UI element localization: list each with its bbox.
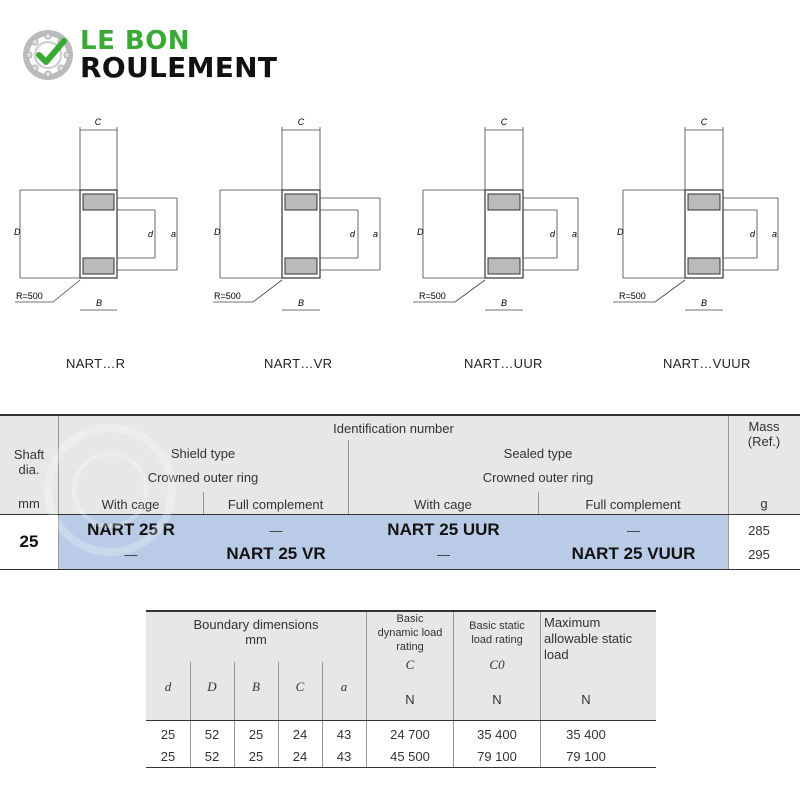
label-a: a (772, 229, 778, 239)
label-B: B (298, 298, 305, 308)
caption-nart-r: NART…R (66, 356, 126, 371)
nart-25-vr: NART 25 VR (226, 544, 326, 563)
label-a: a (572, 229, 578, 239)
unit-N-3: N (581, 691, 591, 707)
with-cage-2: With cage (414, 496, 472, 512)
shaft-header: Shaft dia. (13, 447, 45, 477)
label-C: C (297, 117, 305, 127)
dim-cell-stat: 35 400 (477, 726, 517, 742)
dim-cell-B: 25 (248, 726, 264, 742)
dash: — (269, 522, 283, 538)
label-C: C (94, 117, 102, 127)
label-d: d (350, 229, 356, 239)
dim-cell-max: 35 400 (566, 726, 606, 742)
dim-cell-max: 79 100 (566, 748, 606, 764)
unit-N-2: N (492, 691, 502, 707)
label-C: C (700, 117, 708, 127)
label-D: D (214, 227, 221, 237)
dim-cell-B: 25 (248, 748, 264, 764)
boundary-header: Boundary dimensions mm (193, 617, 319, 647)
dim-cell-dyn: 45 500 (390, 748, 430, 764)
dim-cell-stat: 79 100 (477, 748, 517, 764)
static-load-header: Basic static load rating (469, 619, 525, 646)
caption-nart-uur: NART…UUR (464, 356, 543, 371)
brand-logo (22, 28, 277, 82)
shield-type-header: Shield type (170, 445, 236, 461)
brand-line2: ROULEMENT (80, 51, 278, 84)
label-D: D (417, 227, 424, 237)
label-d: d (550, 229, 556, 239)
dim-cell-C: 24 (292, 726, 308, 742)
dim-cell-d: 25 (160, 726, 176, 742)
dash: — (437, 546, 450, 562)
brand-line1: LE BON (80, 26, 191, 56)
col-D: D (207, 679, 217, 694)
caption-nart-vuur: NART…VUUR (663, 356, 751, 371)
dim-cell-d: 25 (160, 748, 176, 764)
shaft-value: 25 (19, 532, 39, 551)
dim-cell-C: 24 (292, 748, 308, 764)
mass-value-2: 295 (748, 546, 770, 562)
dim-cell-a: 43 (336, 726, 352, 742)
label-d: d (750, 229, 756, 239)
col-d: d (164, 679, 172, 694)
max-static-load-header: Maximum allowable static load (544, 614, 633, 663)
label-R: R=500 (419, 291, 446, 301)
full-complement-1: Full complement (227, 496, 324, 512)
symbol-C0: C0 (489, 657, 505, 672)
identification-table (0, 414, 800, 570)
dim-cell-D: 52 (204, 748, 220, 764)
nart-25-r: NART 25 R (87, 520, 175, 539)
mass-unit: g (760, 495, 768, 511)
caption-nart-vr: NART…VR (264, 356, 333, 371)
dash: — (124, 546, 138, 562)
shaft-unit: mm (18, 495, 40, 511)
label-a: a (171, 229, 177, 239)
label-B: B (701, 298, 708, 308)
drawing-nart-vr (205, 115, 395, 325)
dimensions-table (146, 610, 656, 768)
dash: — (627, 522, 640, 538)
label-R: R=500 (16, 291, 43, 301)
label-R: R=500 (619, 291, 646, 301)
dim-cell-a: 43 (336, 748, 352, 764)
mass-header: Mass (Ref.) (747, 419, 781, 449)
nart-25-uur: NART 25 UUR (387, 520, 500, 539)
crowned-outer-ring-1: Crowned outer ring (147, 469, 259, 485)
col-C: C (295, 679, 305, 694)
crowned-outer-ring-2: Crowned outer ring (482, 469, 594, 485)
label-d: d (148, 229, 154, 239)
bearing-check-icon (22, 29, 74, 81)
sealed-type-header: Sealed type (503, 445, 573, 461)
with-cage-1: With cage (101, 496, 160, 512)
drawing-nart-r (5, 115, 195, 325)
symbol-C: C (405, 657, 415, 672)
label-D: D (617, 227, 624, 237)
drawing-nart-uur (405, 115, 595, 325)
mass-value-1: 285 (748, 522, 770, 538)
nart-25-vuur: NART 25 VUUR (571, 544, 696, 563)
col-a: a (340, 679, 348, 694)
label-C: C (500, 117, 508, 127)
label-B: B (96, 298, 103, 308)
label-a: a (373, 229, 379, 239)
dim-cell-D: 52 (204, 726, 220, 742)
label-D: D (14, 227, 21, 237)
full-complement-2: Full complement (585, 496, 681, 512)
id-header: Identification number (58, 416, 728, 440)
dim-cell-dyn: 24 700 (390, 726, 430, 742)
label-B: B (501, 298, 508, 308)
unit-N-1: N (405, 691, 415, 707)
label-R: R=500 (214, 291, 241, 301)
dynamic-load-header: Basic dynamic load rating (377, 612, 443, 654)
drawing-nart-vuur (605, 115, 795, 325)
col-B: B (252, 679, 260, 694)
